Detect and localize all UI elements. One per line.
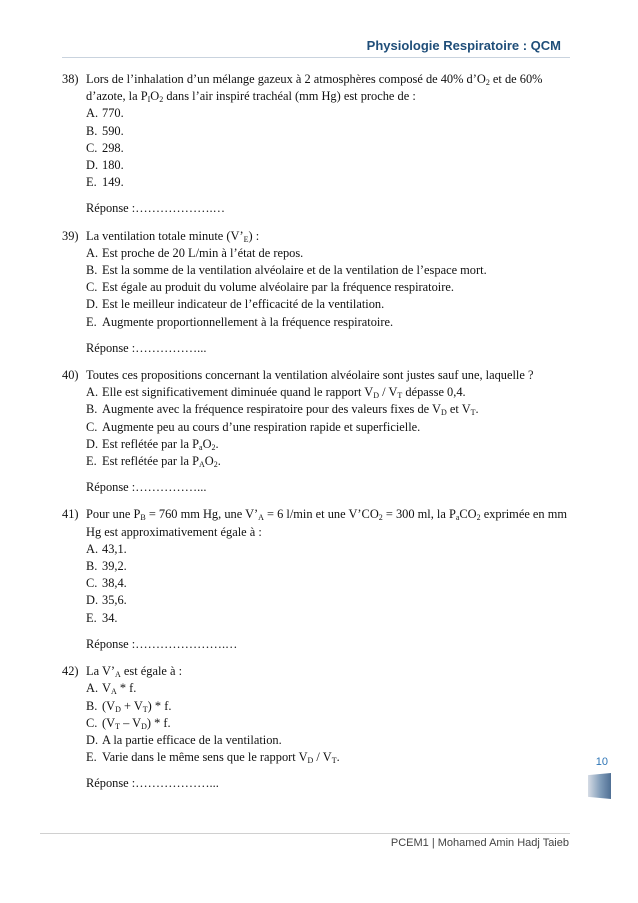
- footer-author: PCEM1 | Mohamed Amin Hadj Taieb: [390, 837, 569, 849]
- options-list: [86, 105, 574, 191]
- option-item: B. Est la somme de la ventilation alvéolaire et de la ventilation de l’espace mort.: [86, 263, 487, 278]
- question-number: 38): [62, 72, 79, 86]
- question-text: La $V’_A$ est égale à :: [86, 664, 183, 680]
- option-item: C. Est égale au produit du volume alvéolaire par la fréquence respiratoire.: [86, 280, 454, 295]
- option-item: C. 298.: [86, 140, 124, 155]
- option-item: A. $V_A$ * f.: [86, 681, 137, 697]
- option-item: C. Augmente peu au cours d’une respiration rapide et superficielle.: [86, 419, 421, 434]
- option-item: A. Est proche de 20 L/min à l’état de repos.: [86, 245, 304, 260]
- option-item: E. Augmente proportionnellement à la fréquence respiratoire.: [86, 314, 394, 329]
- option-item: D. A la partie efficace de la ventilation.: [86, 732, 282, 747]
- footer-divider: [40, 833, 570, 834]
- option-item: E. Varie dans le même sens que le rapport $V_D / V_T$.: [86, 750, 340, 766]
- question-40: [62, 367, 574, 496]
- option-item: D. 180.: [86, 158, 124, 173]
- option-item: B. $(V_D + V_T) * f$.: [86, 698, 172, 714]
- question-text: Lors de l’inhalation d’un mélange gazeux à 2 atmosphères composé de 40% $d’O_2$ et de 60% d’azote, la $P_IO_2$ dans l’air inspiré trachéal (mm Hg) est proche de :: [86, 72, 543, 105]
- option-item: C. $(V_T - V_D)$ * f.: [86, 715, 171, 731]
- option-item: E. Est reflétée par la $P_AO_2$.: [86, 454, 221, 470]
- options-list: [86, 680, 574, 766]
- options-list: [86, 245, 574, 331]
- page-header-title: Physiologie Respiratoire : QCM: [366, 38, 561, 53]
- question-42: [62, 663, 574, 792]
- option-item: C. 38,4.: [86, 576, 127, 591]
- option-item: B. 39,2.: [86, 559, 127, 574]
- question-39: [62, 228, 574, 357]
- question-number: 41): [62, 507, 79, 522]
- option-item: A. 770.: [86, 106, 124, 121]
- option-item: B. 590.: [86, 123, 124, 138]
- option-item: D. Est reflétée par la $P_aO_2$.: [86, 436, 219, 452]
- answer-line: Réponse :………………...: [86, 776, 219, 791]
- page-number: 10: [595, 756, 608, 768]
- option-item: B. Augmente avec la fréquence respiratoire pour des valeurs fixes de $V_D$ et $V_T$.: [86, 402, 479, 418]
- answer-line: Réponse :……………….…: [86, 201, 226, 216]
- question-38: [62, 71, 574, 218]
- question-number: 40): [62, 368, 79, 383]
- answer-line: Réponse :……………...: [86, 340, 207, 355]
- question-number: 39): [62, 228, 79, 243]
- option-item: A. 43,1.: [86, 541, 127, 556]
- options-list: [86, 541, 574, 627]
- option-item: E. 149.: [86, 175, 124, 190]
- document-body: [62, 71, 574, 803]
- option-item: E. 34.: [86, 610, 118, 625]
- question-41: [62, 506, 574, 653]
- option-item: D. 35,6.: [86, 593, 127, 608]
- header-divider: [62, 57, 570, 58]
- option-item: A. Elle est significativement diminuée quand le rapport $V_D / V_T$ dépasse 0,4.: [86, 385, 466, 401]
- question-text: Pour une $P_B = 760$ mm Hg, une $V’_A = 6$ l/min et une $V’CO_2 = 300$ ml, la $P_aCO_2$ exprimée en mm Hg est approximativement égale à :: [86, 507, 567, 539]
- question-text: Toutes ces propositions concernant la ventilation alvéolaire sont justes sauf une, laquelle ?: [86, 368, 534, 383]
- option-item: D. Est le meilleur indicateur de l’efficacité de la ventilation.: [86, 297, 385, 312]
- question-number: 42): [62, 664, 79, 679]
- question-text: La ventilation totale minute $(V’_E)$ :: [86, 228, 260, 244]
- answer-line: Réponse :……………...: [86, 480, 207, 495]
- answer-line: Réponse :………………….…: [86, 636, 238, 651]
- options-list: [86, 384, 574, 470]
- page-tab-decoration: [588, 773, 611, 799]
